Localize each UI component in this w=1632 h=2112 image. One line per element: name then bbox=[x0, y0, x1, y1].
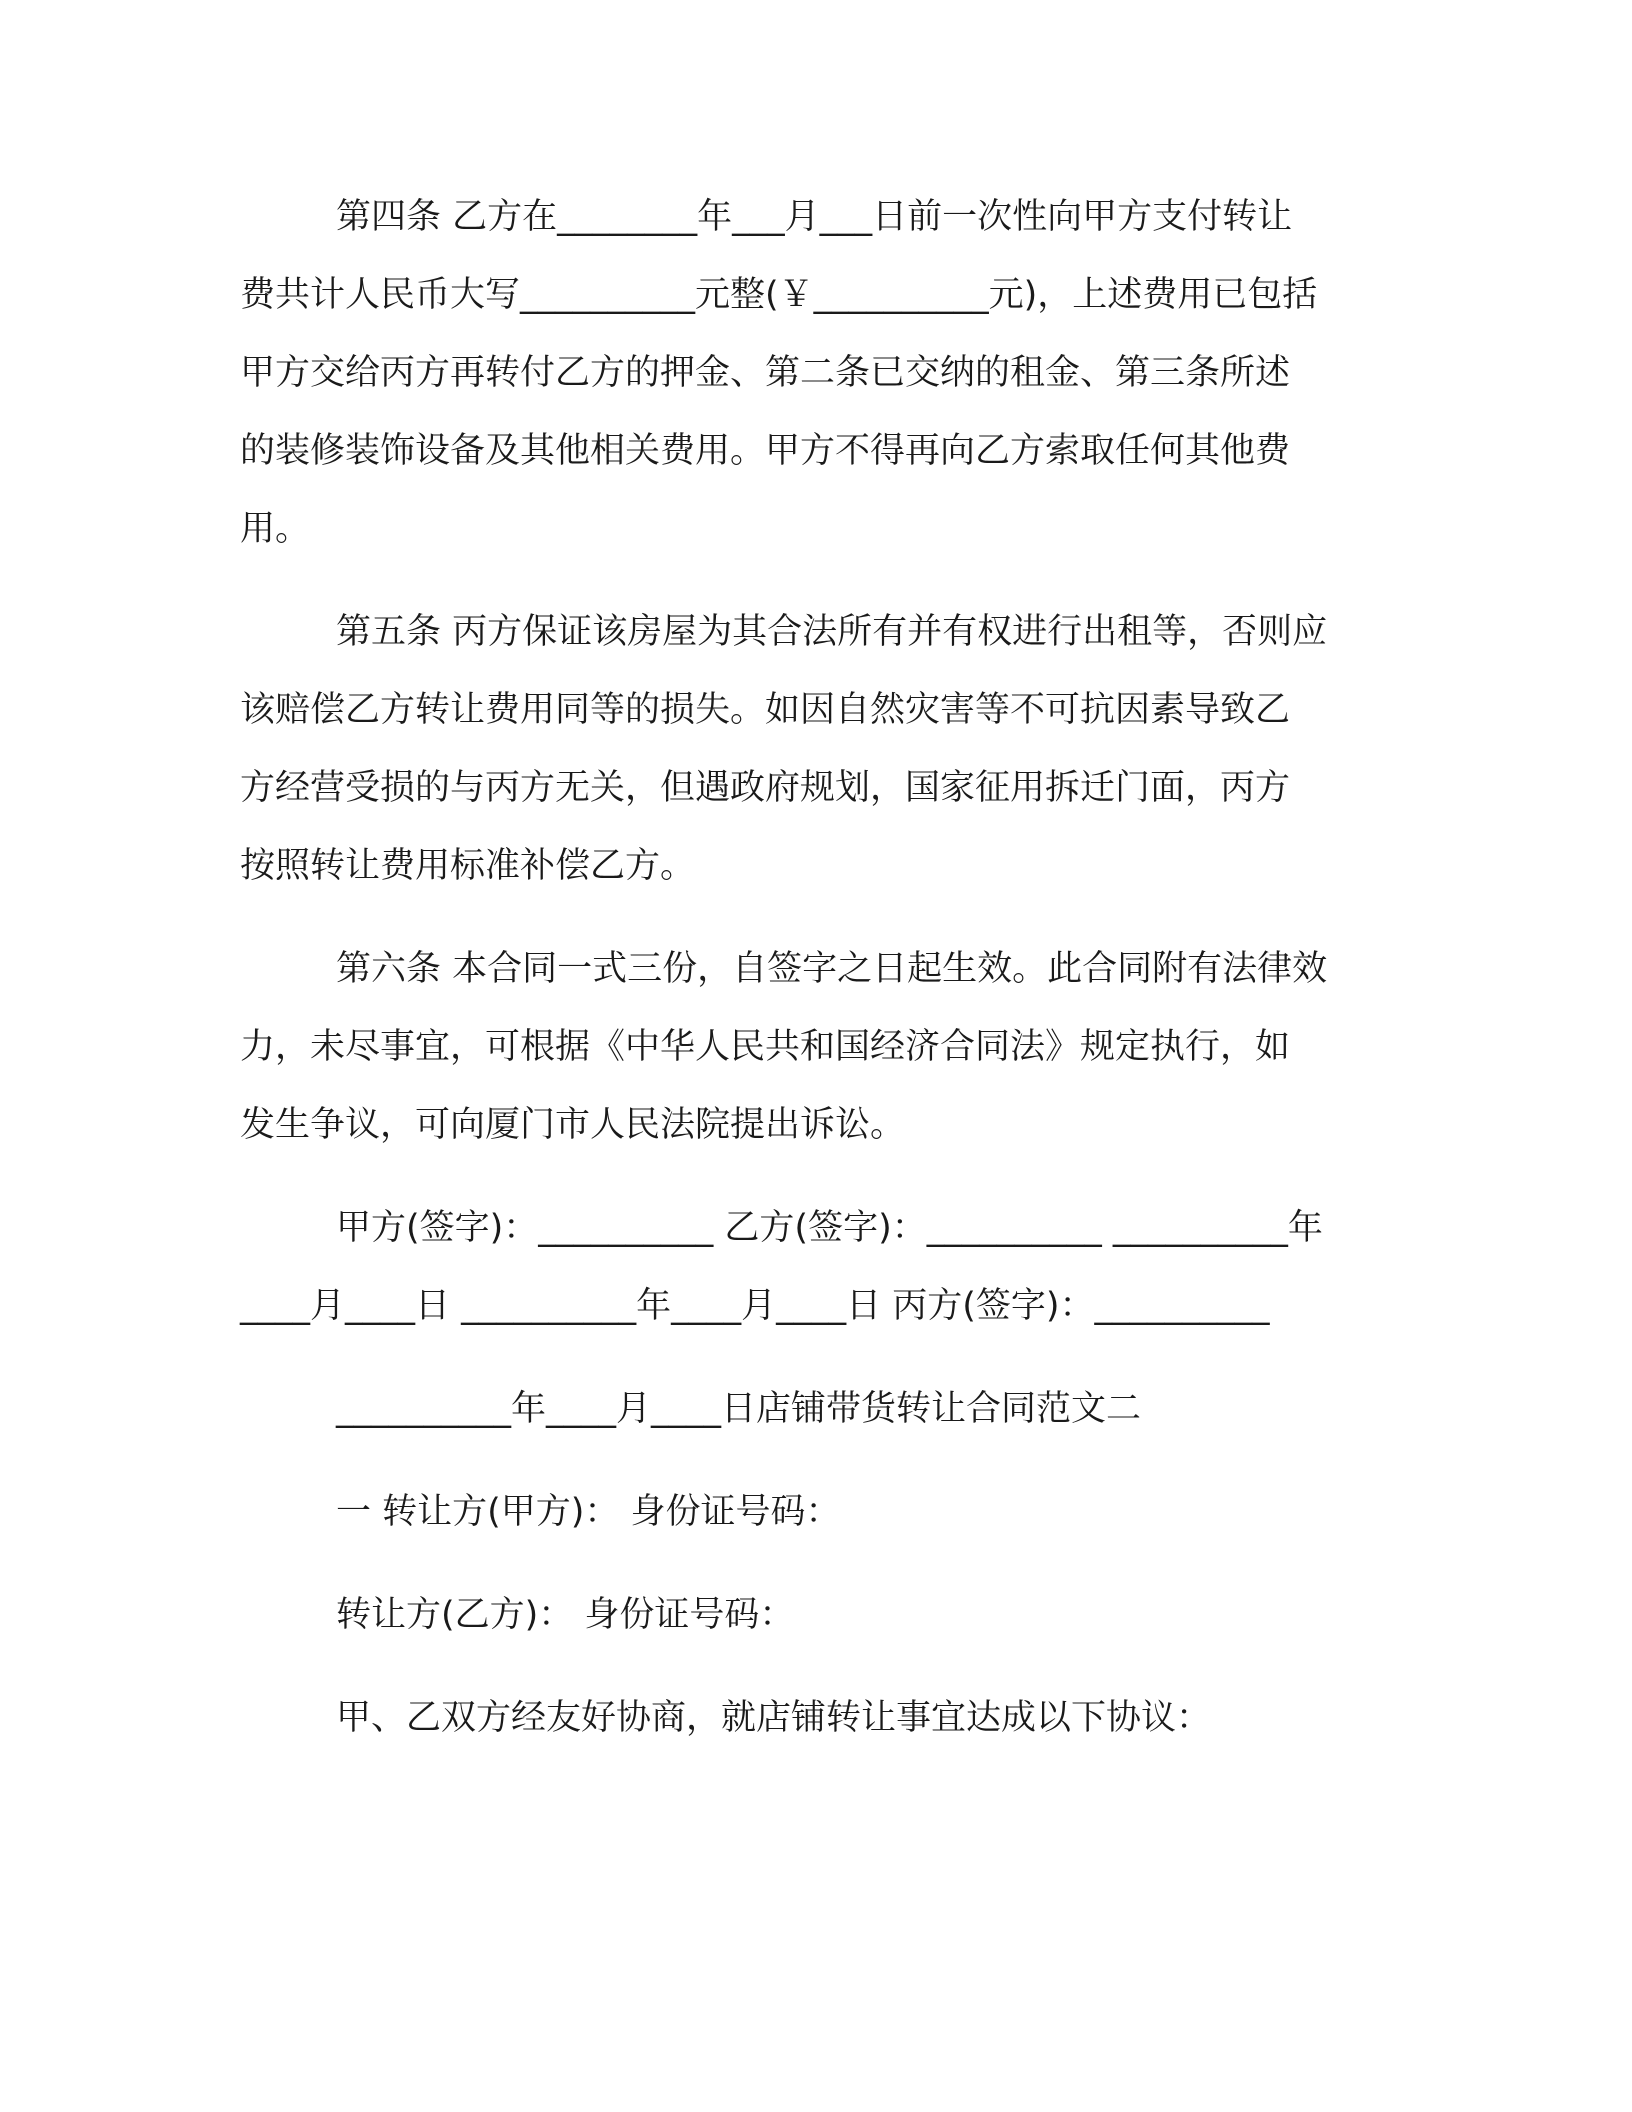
article-5-line: 该赔偿乙方转让费用同等的损失。如因自然灾害等不可抗因素导致乙 bbox=[240, 690, 1291, 730]
article-5-line: 按照转让费用标准补偿乙方。 bbox=[240, 846, 696, 886]
article-5-line: 第五条 丙方保证该房屋为其合法所有并有权进行出租等，否则应 bbox=[336, 612, 1328, 652]
article-5-line: 方经营受损的与丙方无关，但遇政府规划，国家征用拆迁门面，丙方 bbox=[240, 768, 1291, 808]
article-4-line: 的装修装饰设备及其他相关费用。甲方不得再向乙方索取任何其他费 bbox=[240, 431, 1291, 471]
article-6-line: 发生争议，可向厦门市人民法院提出诉讼。 bbox=[240, 1105, 906, 1145]
article-6 bbox=[240, 930, 1400, 1164]
date-title-line: __________年____月____日店铺带货转让合同范文二 bbox=[336, 1389, 1142, 1429]
agreement-intro: 甲、乙双方经友好协商，就店铺转让事宜达成以下协议： bbox=[336, 1698, 1212, 1738]
party-b-row bbox=[240, 1576, 1400, 1654]
article-4-line: 甲方交给丙方再转付乙方的押金、第二条已交纳的租金、第三条所述 bbox=[240, 353, 1291, 393]
party-a-row bbox=[240, 1473, 1400, 1551]
party-a-label: 一 转让方(甲方)： 身份证号码： bbox=[336, 1492, 841, 1532]
article-5 bbox=[240, 593, 1400, 905]
signature-line: ____月____日 __________年____月____日 丙方(签字)：__________ bbox=[240, 1286, 1270, 1326]
article-4-line: 费共计人民币大写__________元整(￥__________元)，上述费用已包括 bbox=[240, 275, 1318, 315]
article-4-line: 用。 bbox=[240, 509, 311, 549]
article-6-line: 第六条 本合同一式三份，自签字之日起生效。此合同附有法律效 bbox=[336, 949, 1328, 989]
contract-two-title bbox=[240, 1370, 1400, 1448]
article-4-line: 第四条 乙方在________年___月___日前一次性向甲方支付转让 bbox=[336, 197, 1293, 237]
document-body bbox=[240, 178, 1400, 1782]
agreement-intro-row bbox=[240, 1679, 1400, 1757]
signature-line: 甲方(签字)：__________ 乙方(签字)：__________ __________年 bbox=[336, 1208, 1323, 1248]
signature-block bbox=[240, 1189, 1400, 1345]
article-4 bbox=[240, 178, 1400, 568]
party-b-label: 转让方(乙方)： 身份证号码： bbox=[336, 1595, 795, 1635]
article-6-line: 力，未尽事宜，可根据《中华人民共和国经济合同法》规定执行，如 bbox=[240, 1027, 1291, 1067]
